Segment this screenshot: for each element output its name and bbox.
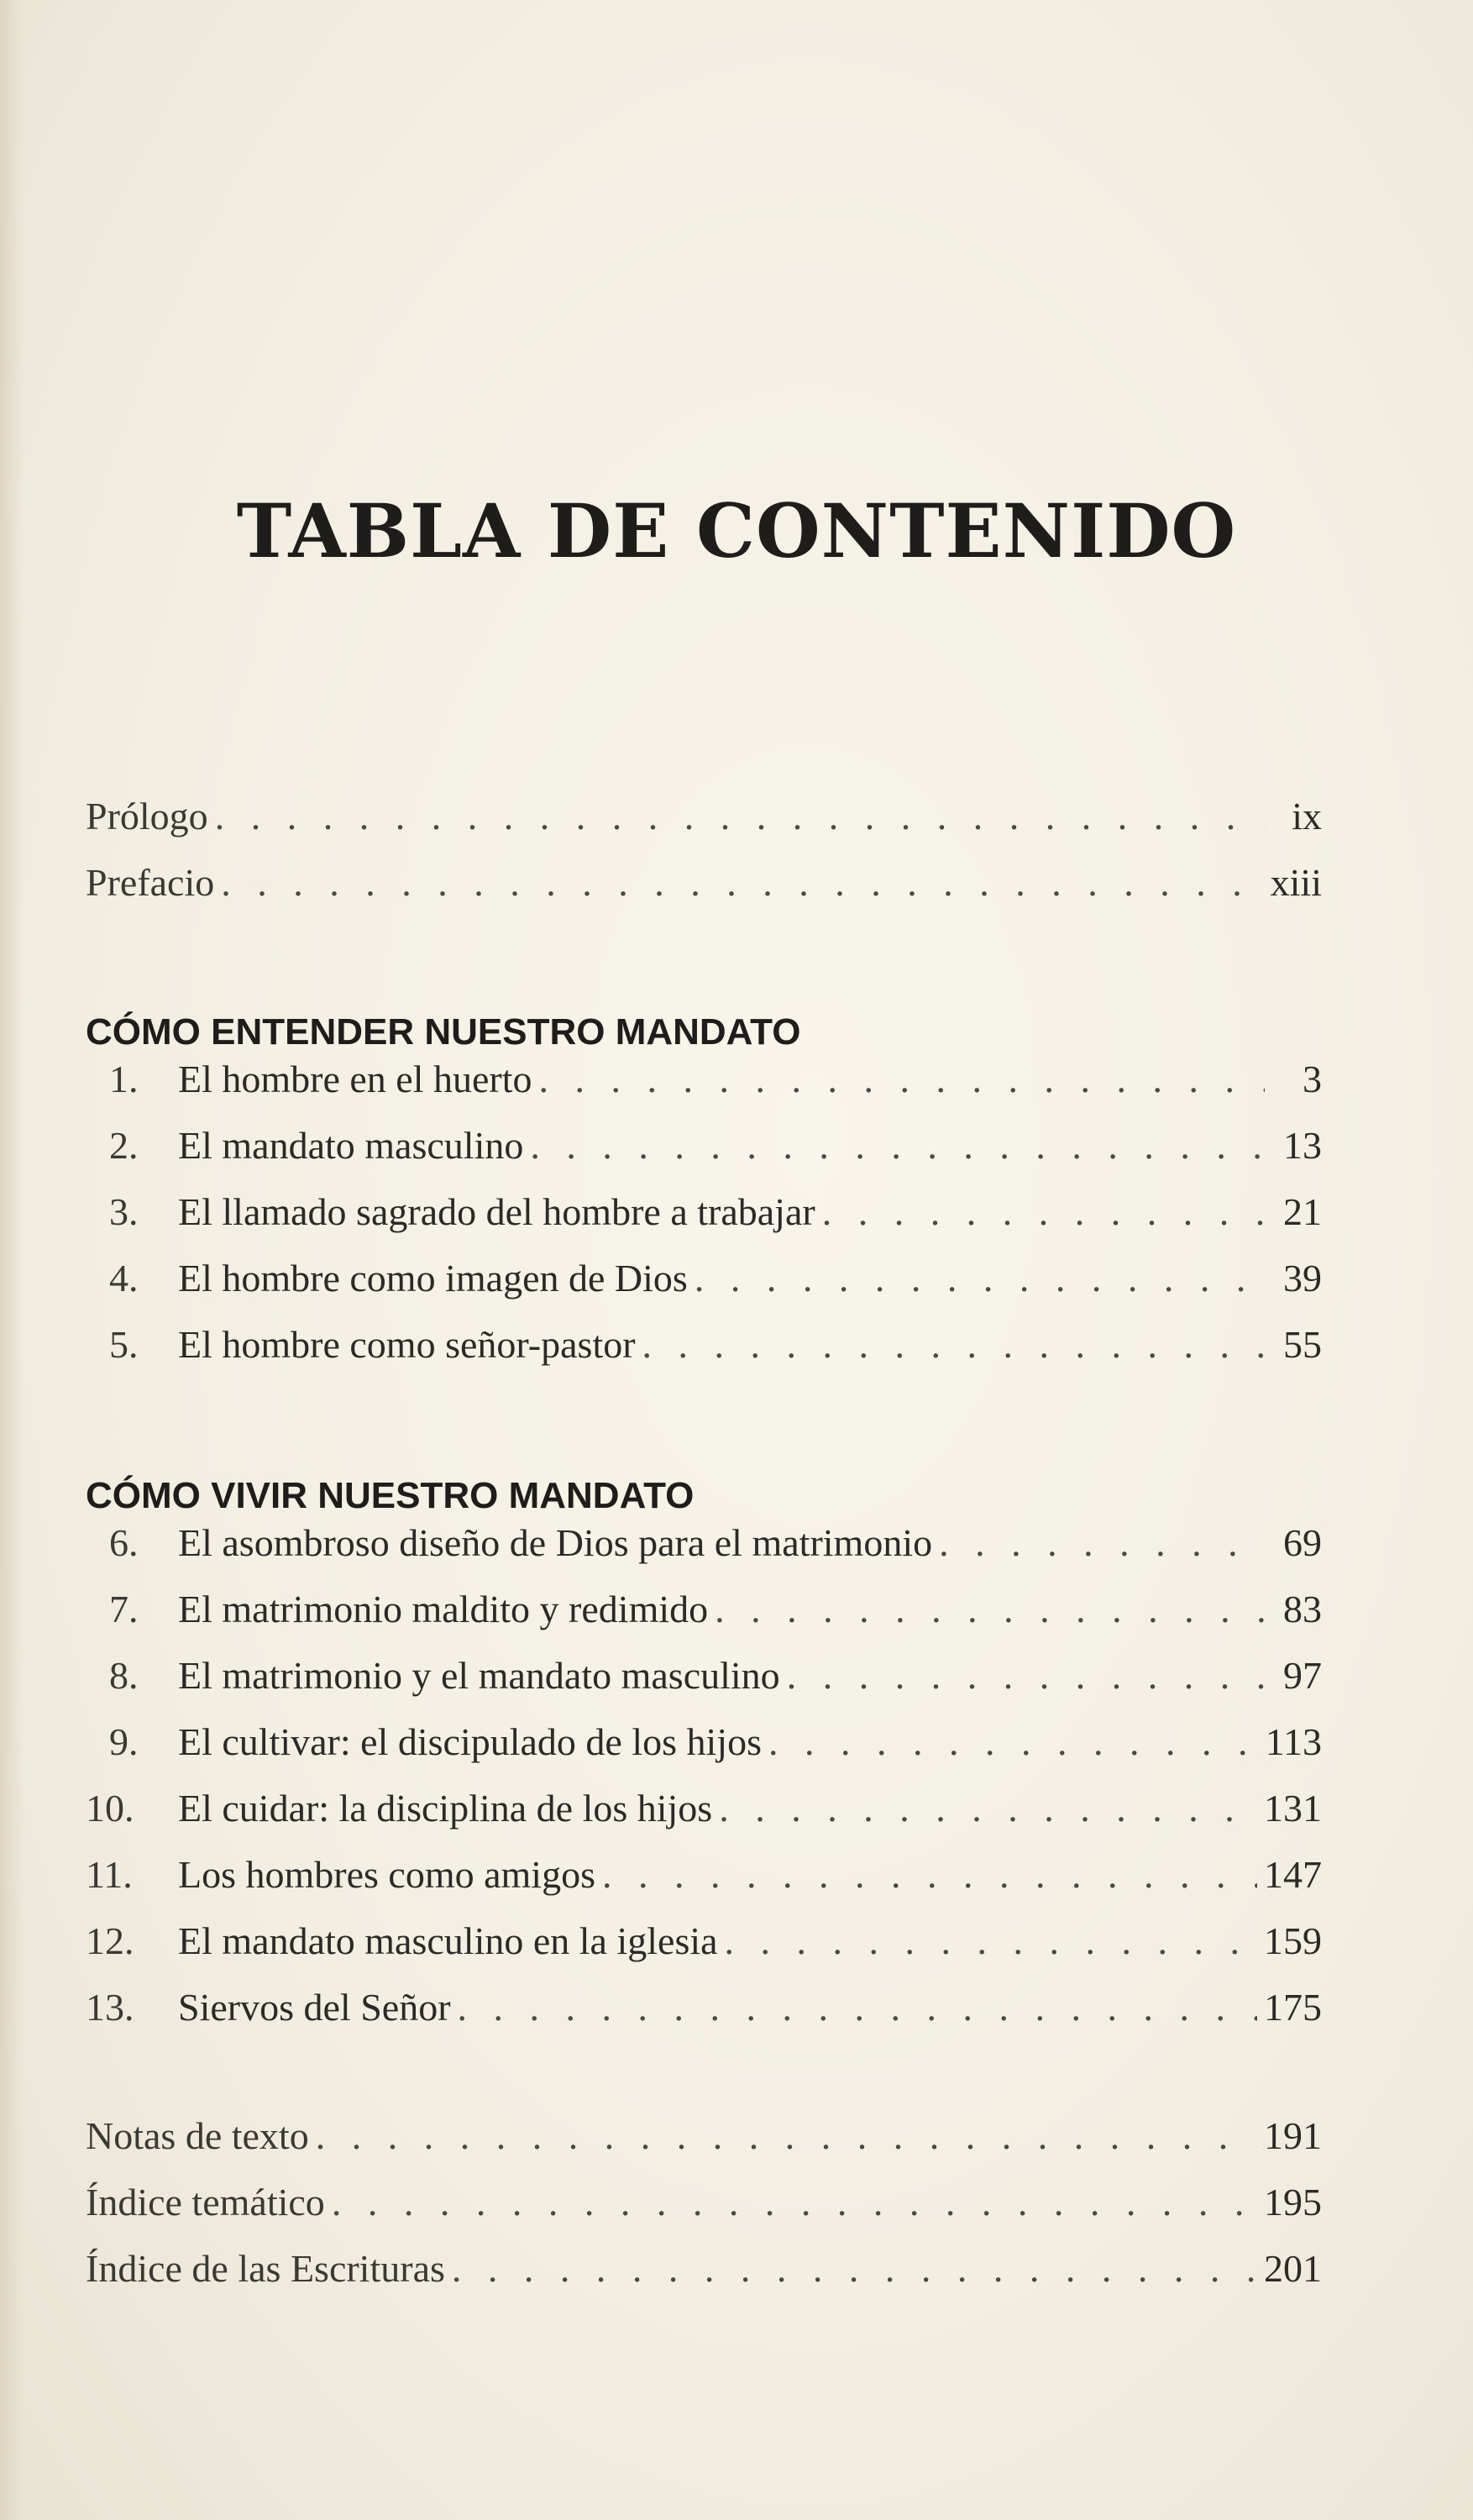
toc-entry-indice-tematico [86,2180,1322,2246]
chapter-page: 97 [1283,1654,1322,1697]
toc-chapter-13 [86,1985,1322,2051]
toc-chapter-9 [86,1719,1322,1786]
dot-leader [458,1985,1257,2029]
toc-chapter-1 [86,1057,1322,1123]
chapter-number: 4. [109,1257,139,1299]
dot-leader [602,1852,1257,1897]
chapter-title: El hombre en el huerto [178,1058,532,1100]
toc-entry-prefacio [86,860,1322,927]
chapter-page: 175 [1264,1986,1322,2029]
dot-leader [787,1653,1265,1698]
toc-entry-indice-escrituras [86,2246,1322,2313]
toc-entry-notas [86,2113,1322,2180]
chapter-number: 8. [109,1654,139,1697]
dot-leader [332,2180,1257,2224]
chapter-page: 83 [1283,1588,1322,1630]
toc-entry-page: 201 [1264,2247,1322,2290]
section-heading-vivir: CÓMO VIVIR NUESTRO MANDATO [86,1475,695,1516]
dot-leader [642,1322,1265,1367]
toc-chapter-3 [86,1189,1322,1256]
chapter-title: Los hombres como amigos [178,1853,595,1896]
chapter-number: 1. [109,1058,139,1100]
toc-chapter-7 [86,1587,1322,1653]
dot-leader [719,1786,1257,1830]
page-binding-shadow [0,0,24,2520]
chapter-title: El cultivar: el discipulado de los hijos [178,1720,762,1763]
toc-entry-page: xiii [1270,861,1322,904]
chapter-number: 13. [86,1986,134,2029]
chapter-title: Siervos del Señor [178,1986,451,2029]
toc-chapter-5 [86,1322,1322,1389]
toc-entry-label: Índice de las Escrituras [86,2247,445,2290]
chapter-page: 55 [1283,1323,1322,1366]
chapter-title: El llamado sagrado del hombre a trabajar [178,1190,815,1233]
dot-leader [725,1919,1257,1963]
chapter-page: 147 [1264,1853,1322,1896]
dot-leader [539,1057,1265,1101]
chapter-title: El asombroso diseño de Dios para el matrimonio [178,1521,933,1564]
dot-leader [768,1719,1259,1764]
toc-entry-label: Notas de texto [86,2114,309,2157]
toc-chapter-11 [86,1852,1322,1919]
chapter-number: 6. [109,1521,139,1564]
chapter-page: 159 [1264,1919,1322,1962]
table-of-contents [86,794,1322,2313]
chapter-page: 3 [1303,1058,1322,1100]
dot-leader [939,1520,1265,1565]
chapter-title: El cuidar: la disciplina de los hijos [178,1787,713,1830]
dot-leader [452,2246,1257,2291]
toc-chapter-8 [86,1653,1322,1719]
chapter-page: 39 [1283,1257,1322,1299]
toc-chapter-2 [86,1123,1322,1189]
toc-chapter-4 [86,1256,1322,1322]
toc-entry-page: ix [1292,795,1322,837]
toc-entry-label: Índice temático [86,2181,325,2223]
chapter-number: 7. [109,1588,139,1630]
chapter-title: El hombre como imagen de Dios [178,1257,688,1299]
chapter-number: 3. [109,1190,139,1233]
dot-leader [221,860,1263,905]
toc-entry-page: 191 [1264,2114,1322,2157]
dot-leader [215,794,1265,838]
page-title: TABLA DE CONTENIDO [236,487,1237,575]
chapter-title: El mandato masculino [178,1124,524,1167]
dot-leader [530,1123,1265,1168]
toc-entry-prologo [86,794,1322,860]
chapter-number: 9. [109,1720,139,1763]
chapter-page: 113 [1265,1720,1322,1763]
toc-entry-label: Prólogo [86,795,208,837]
chapter-number: 2. [109,1124,139,1167]
chapter-title: El hombre como señor-pastor [178,1323,636,1366]
chapter-title: El matrimonio maldito y redimido [178,1588,709,1630]
dot-leader [822,1189,1265,1234]
chapter-title: El mandato masculino en la iglesia [178,1919,718,1962]
chapter-number: 12. [86,1919,134,1962]
toc-chapter-6 [86,1520,1322,1587]
chapter-number: 5. [109,1323,139,1366]
toc-entry-page: 195 [1264,2181,1322,2223]
chapter-page: 21 [1283,1190,1322,1233]
chapter-page: 131 [1264,1787,1322,1830]
toc-entry-label: Prefacio [86,861,215,904]
chapter-number: 10. [86,1787,134,1830]
section-heading-entender: CÓMO ENTENDER NUESTRO MANDATO [86,1011,801,1053]
dot-leader [695,1256,1265,1300]
chapter-page: 69 [1283,1521,1322,1564]
dot-leader [715,1587,1265,1631]
toc-chapter-12 [86,1919,1322,1985]
toc-chapter-10 [86,1786,1322,1852]
dot-leader [316,2113,1257,2158]
chapter-page: 13 [1283,1124,1322,1167]
chapter-title: El matrimonio y el mandato masculino [178,1654,780,1697]
chapter-number: 11. [86,1853,133,1896]
